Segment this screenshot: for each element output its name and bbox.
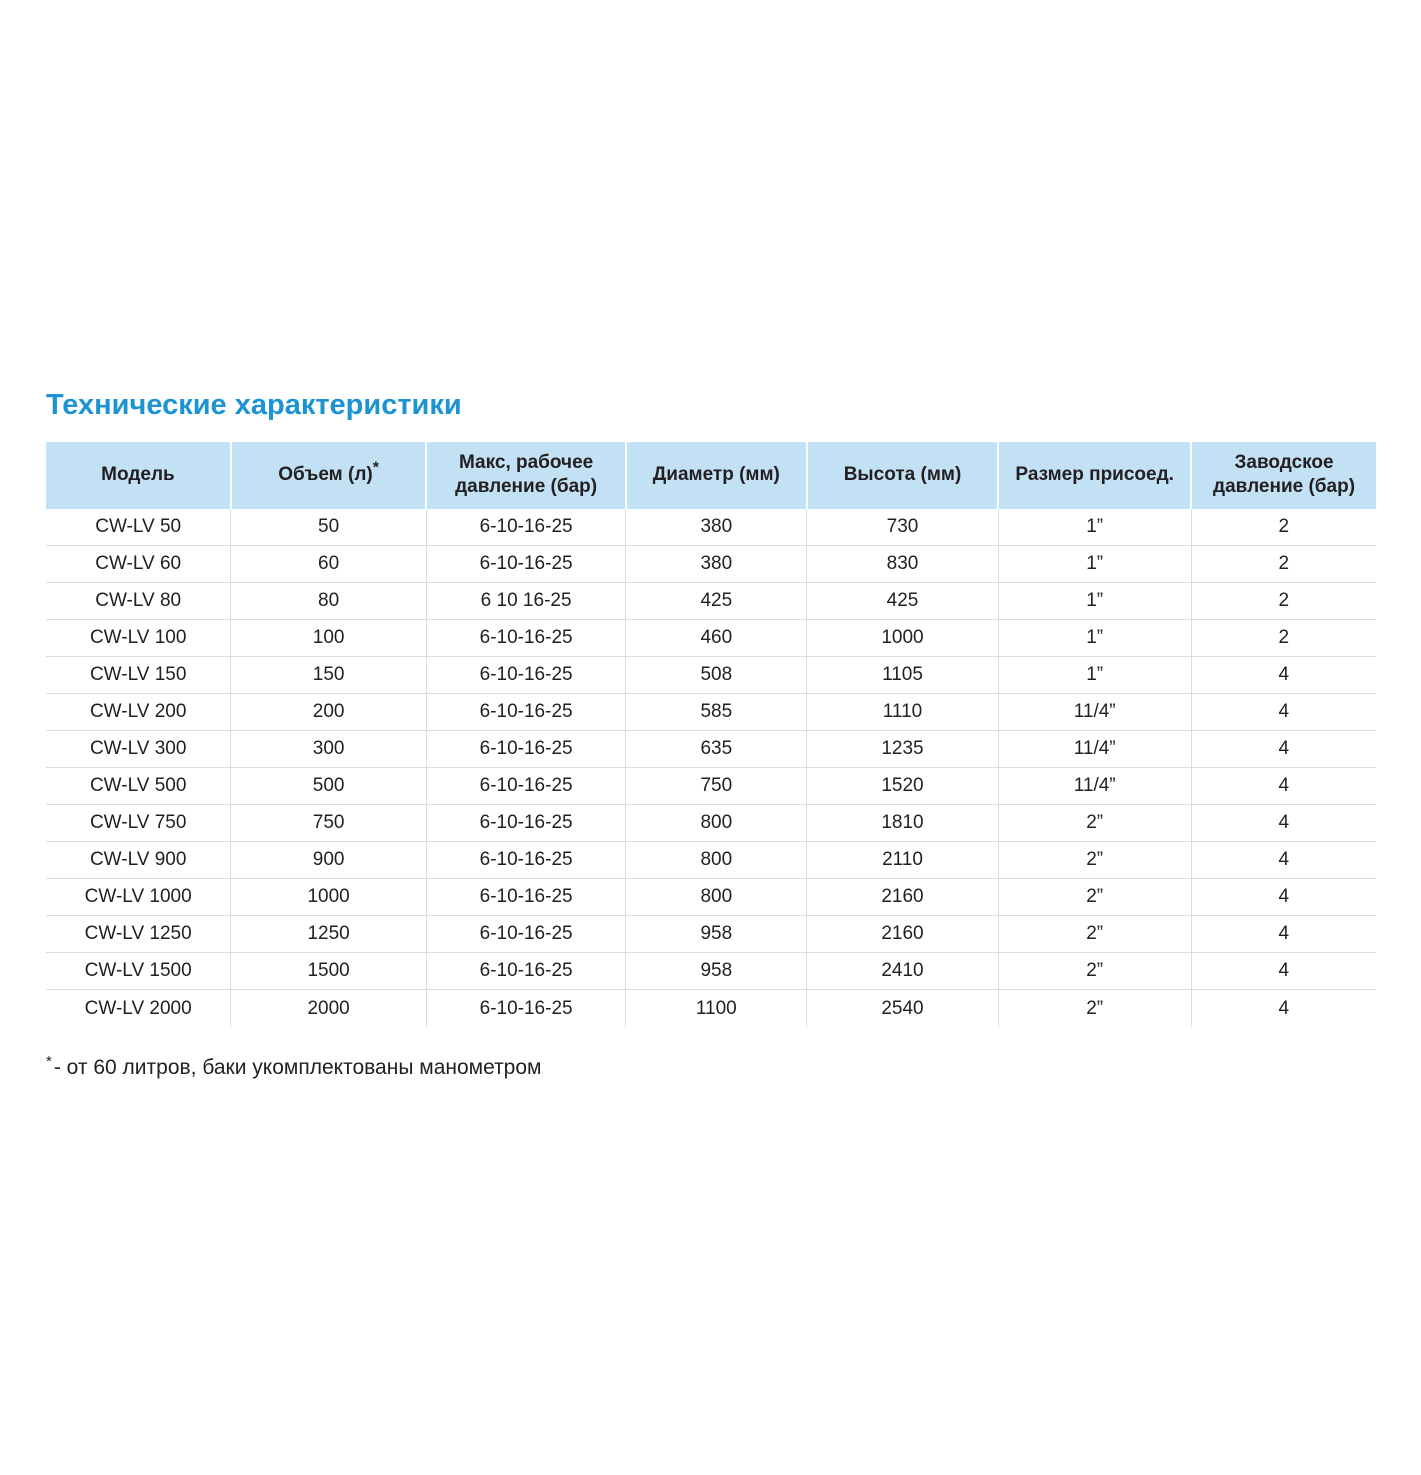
table-cell: CW-LV 750 [46,805,231,842]
table-cell: 2000 [231,990,427,1027]
table-cell: 500 [231,768,427,805]
table-row [46,768,1376,805]
table-cell: 4 [1191,916,1376,953]
table-cell: 2110 [807,842,999,879]
table-cell: 6 10 16-25 [426,583,626,620]
table-cell: 900 [231,842,427,879]
table-cell: 6-10-16-25 [426,657,626,694]
table-cell: 2” [998,879,1191,916]
table-cell: 2160 [807,879,999,916]
table-cell: 508 [626,657,807,694]
table-cell: 150 [231,657,427,694]
table-cell: 2410 [807,953,999,990]
table-cell: 4 [1191,768,1376,805]
table-cell: 1105 [807,657,999,694]
table-cell: 2” [998,990,1191,1027]
table-cell: 2” [998,842,1191,879]
table-row [46,953,1376,990]
table-cell: 80 [231,583,427,620]
column-header: Модель [46,442,231,509]
table-cell: 425 [807,583,999,620]
table-cell: 800 [626,842,807,879]
table-row [46,509,1376,546]
table-cell: CW-LV 900 [46,842,231,879]
table-cell: CW-LV 80 [46,583,231,620]
table-cell: 750 [231,805,427,842]
table-cell: CW-LV 50 [46,509,231,546]
table-cell: CW-LV 150 [46,657,231,694]
table-cell: 6-10-16-25 [426,768,626,805]
table-header [46,442,1376,509]
table-cell: 2 [1191,583,1376,620]
table-cell: CW-LV 500 [46,768,231,805]
table-cell: 800 [626,879,807,916]
table-cell: 1” [998,620,1191,657]
table-cell: 1100 [626,990,807,1027]
table-cell: 800 [626,805,807,842]
table-cell: 6-10-16-25 [426,805,626,842]
column-header: Размер присоед. [998,442,1191,509]
table-cell: 958 [626,916,807,953]
table-cell: 4 [1191,694,1376,731]
table-row [46,990,1376,1027]
table-cell: CW-LV 1000 [46,879,231,916]
table-cell: 6-10-16-25 [426,620,626,657]
table-cell: 750 [626,768,807,805]
table-cell: 2” [998,916,1191,953]
table-cell: CW-LV 100 [46,620,231,657]
table-cell: 4 [1191,657,1376,694]
table-row [46,879,1376,916]
table-cell: 1” [998,509,1191,546]
tech-specs-section [46,390,1376,1080]
table-cell: CW-LV 300 [46,731,231,768]
table-cell: 2 [1191,546,1376,583]
table-cell: 6-10-16-25 [426,546,626,583]
table-cell: CW-LV 1250 [46,916,231,953]
table-cell: CW-LV 2000 [46,990,231,1027]
table-cell: 4 [1191,731,1376,768]
table-cell: 425 [626,583,807,620]
table-cell: 6-10-16-25 [426,731,626,768]
table-cell: 4 [1191,953,1376,990]
table-cell: 50 [231,509,427,546]
table-cell: 4 [1191,990,1376,1027]
footnote-asterisk: * [46,1052,52,1070]
table-cell: 460 [626,620,807,657]
table-cell: 11/4” [998,731,1191,768]
table-cell: 958 [626,953,807,990]
table-cell: 300 [231,731,427,768]
spec-table [46,442,1376,1027]
table-cell: 2160 [807,916,999,953]
table-cell: 730 [807,509,999,546]
table-cell: 60 [231,546,427,583]
table-cell: 1” [998,657,1191,694]
page-title: Технические характеристики [46,389,462,421]
table-body [46,509,1376,1027]
table-cell: CW-LV 200 [46,694,231,731]
table-cell: 6-10-16-25 [426,953,626,990]
footnote-text: - от 60 литров, баки укомплектованы манометром [53,1055,542,1079]
column-header: Макс, рабочее давление (бар) [426,442,626,509]
table-cell: 4 [1191,842,1376,879]
footnote [46,1053,1376,1080]
table-row [46,805,1376,842]
column-header: Диаметр (мм) [626,442,807,509]
table-cell: 2” [998,953,1191,990]
table-cell: 100 [231,620,427,657]
column-header: Заводское давление (бар) [1191,442,1376,509]
table-cell: 6-10-16-25 [426,842,626,879]
table-cell: CW-LV 60 [46,546,231,583]
table-cell: 6-10-16-25 [426,990,626,1027]
table-cell: 11/4” [998,694,1191,731]
table-cell: 200 [231,694,427,731]
table-cell: 1110 [807,694,999,731]
table-cell: 635 [626,731,807,768]
table-cell: 2 [1191,620,1376,657]
table-cell: 1235 [807,731,999,768]
table-cell: 2540 [807,990,999,1027]
header-row [46,442,1376,509]
table-cell: 6-10-16-25 [426,916,626,953]
table-cell: 1000 [231,879,427,916]
table-row [46,657,1376,694]
table-cell: 6-10-16-25 [426,509,626,546]
table-cell: 2” [998,805,1191,842]
table-cell: 4 [1191,805,1376,842]
table-cell: 585 [626,694,807,731]
table-cell: 2 [1191,509,1376,546]
column-header: Объем (л)* [231,442,427,509]
table-cell: 1810 [807,805,999,842]
table-cell: 1” [998,546,1191,583]
table-cell: 11/4” [998,768,1191,805]
table-row [46,842,1376,879]
table-cell: 6-10-16-25 [426,694,626,731]
column-header: Высота (мм) [807,442,999,509]
table-cell: 4 [1191,879,1376,916]
table-row [46,620,1376,657]
table-cell: 1500 [231,953,427,990]
table-cell: 1000 [807,620,999,657]
table-cell: 380 [626,546,807,583]
table-row [46,694,1376,731]
table-row [46,546,1376,583]
table-cell: 1” [998,583,1191,620]
table-cell: 1520 [807,768,999,805]
table-cell: 830 [807,546,999,583]
table-cell: 6-10-16-25 [426,879,626,916]
table-row [46,916,1376,953]
table-cell: 380 [626,509,807,546]
table-cell: 1250 [231,916,427,953]
table-row [46,583,1376,620]
table-cell: CW-LV 1500 [46,953,231,990]
table-row [46,731,1376,768]
